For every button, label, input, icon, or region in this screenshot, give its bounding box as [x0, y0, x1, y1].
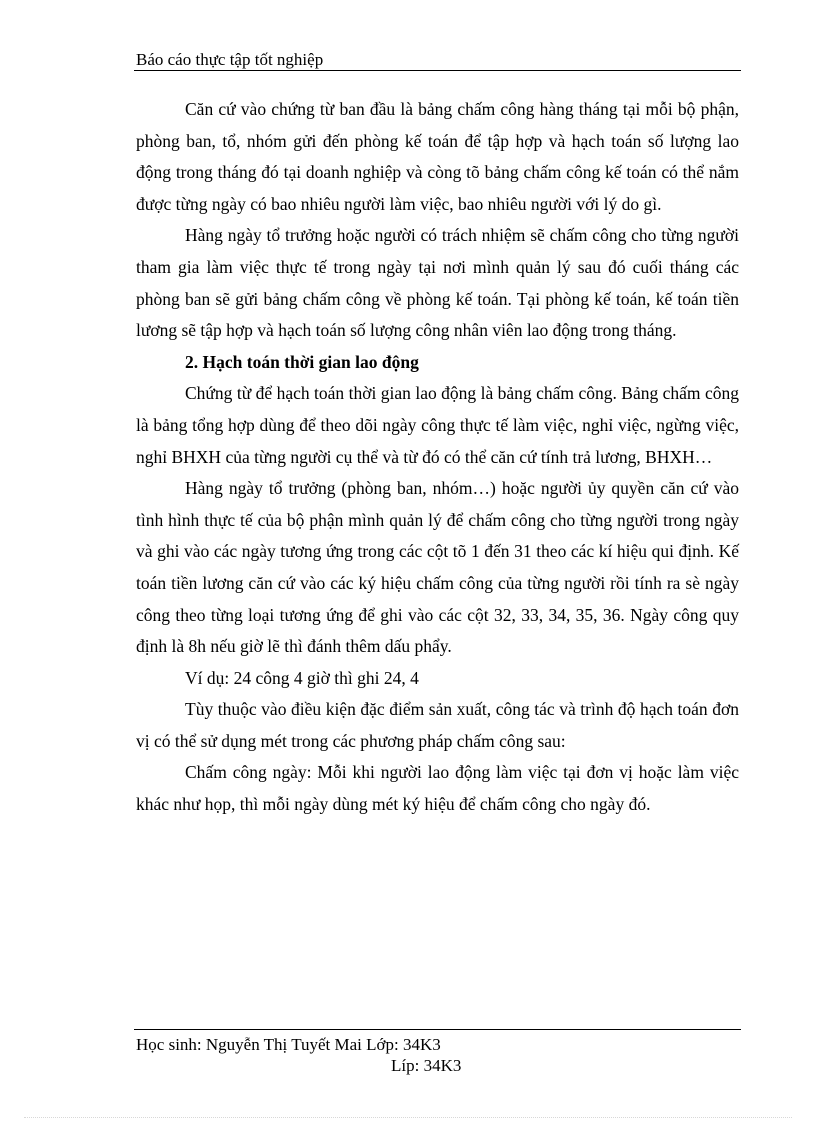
header-divider [134, 70, 741, 71]
paragraph: Chấm công ngày: Mỗi khi người lao động làm việc tại đơn vị hoặc làm việc khác như họp, thì mỗi ngày dùng mét ký hiệu để chấm công cho ngày đó. [136, 762, 739, 815]
paragraph: Chứng từ để hạch toán thời gian lao động là bảng chấm công. Bảng chấm công là bảng tổng hợp dùng để theo dõi ngày công thực tế làm việc, nghỉ việc, ngừng việc, nghỉ BHXH của từng người cụ thể và từ đó có thể căn cứ tính trả lương, BHXH… [136, 383, 739, 467]
paragraph: Tùy thuộc vào điều kiện đặc điểm sản xuất, công tác và trình độ hạch toán đơn vị có thể sử dụng mét trong các phương pháp chấm công sau: [136, 699, 739, 751]
section-heading: 2. Hạch toán thời gian lao động [185, 351, 419, 372]
paragraph: Hàng ngày tổ trưởng hoặc người có trách nhiệm sẽ chấm công cho từng người tham gia làm việc thực tế trong ngày tại nơi mình quản lý sau đó cuối tháng các phòng ban sẽ gửi bảng chấm công về phòng kế toán. Tại phòng kế toán, kế toán tiền lương sẽ tập hợp và hạch toán số lượng công nhân viên lao động trong tháng. [136, 225, 739, 341]
paragraph: Hàng ngày tổ trưởng (phòng ban, nhóm…) hoặc người ủy quyền căn cứ vào tình hình thực tế của bộ phận mình quản lý để chấm công cho từng người trong ngày và ghi vào các ngày tương ứng trong các cột tõ 1 đến 31 theo các kí hiệu qui định. Kế toán tiền lương căn cứ vào các ký hiệu chấm công của từng người rồi tính ra sè ngày công theo từng loại tương ứng để ghi vào các cột 32, 33, 34, 35, 36. Ngày công quy định là 8h nếu giờ lẽ thì đánh thêm dấu phẩy. [136, 478, 739, 657]
page-header-title: Báo cáo thực tập tốt nghiệp [136, 50, 324, 69]
paragraph: Ví dụ: 24 công 4 giờ thì ghi 24, 4 [185, 667, 419, 688]
footer-divider [134, 1029, 741, 1030]
footer-class-info: Líp: 34K3 [391, 1056, 462, 1075]
document-body [136, 94, 739, 821]
paragraph: Căn cứ vào chứng từ ban đầu là bảng chấm công hàng tháng tại mỗi bộ phận, phòng ban, tổ, nhóm gửi đến phòng kế toán để tập hợp và hạch toán số lượng lao động trong tháng đó tại doanh nghiệp và còng tõ bảng chấm công kế toán có thể nắm được từng ngày có bao nhiêu người làm việc, bao nhiêu người với lý do gì. [136, 99, 739, 214]
page-bottom-edge [24, 1117, 792, 1118]
footer-student-info: Học sinh: Nguyễn Thị Tuyết Mai Lớp: 34K3 [136, 1035, 441, 1054]
